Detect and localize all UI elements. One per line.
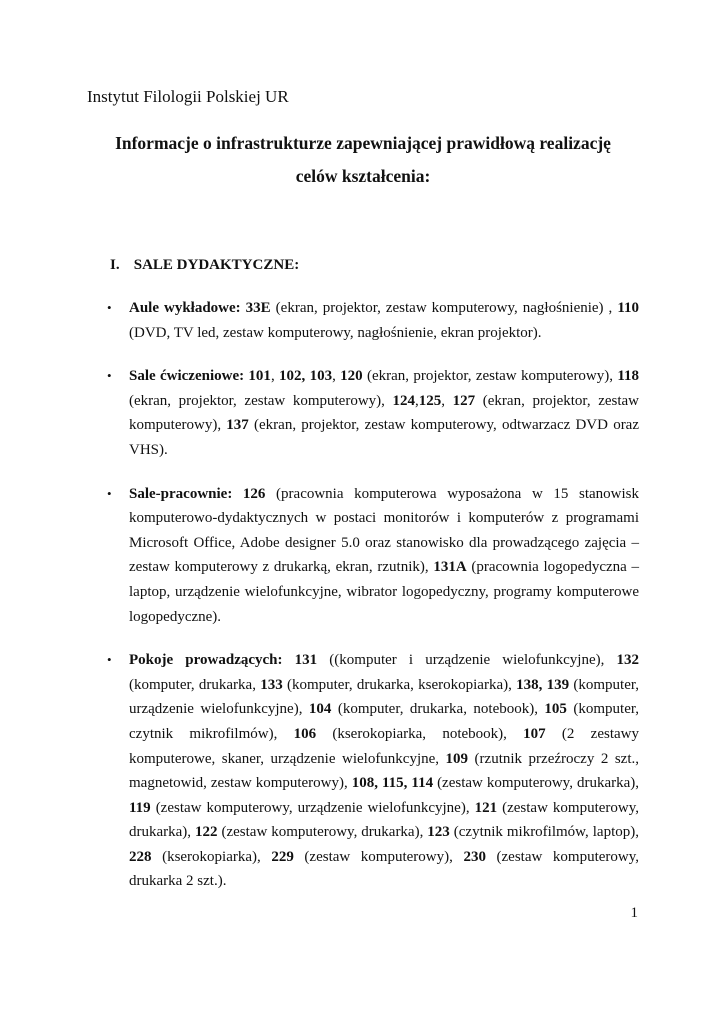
room-number: 120 bbox=[340, 368, 363, 385]
room-number: 131A bbox=[433, 559, 467, 576]
room-description: (zestaw komputerowy, drukarka), bbox=[129, 799, 639, 841]
room-number: 132 bbox=[616, 652, 639, 669]
room-number: 109 bbox=[445, 750, 469, 767]
room-description: (zestaw komputerowy, drukarka 2 szt.). bbox=[129, 848, 639, 890]
room-description: (komputer, drukarka, bbox=[129, 676, 261, 693]
room-description: (zestaw komputerowy), bbox=[293, 848, 464, 865]
title-line-1: Informacje o infrastrukturze zapewniającej prawidłową realizację bbox=[115, 133, 611, 153]
lab-rooms-item bbox=[87, 482, 639, 630]
room-description: (pracownia komputerowa wyposażona w 15 stanowisk komputerowo-dydaktycznych w postaci monitorów i komputerów z programami Microsoft Office, Adobe designer 5.0 oraz stanowisko dla prowadzącego zajęcia – zestaw komputerowy z drukarką, ekran, rzutnik), bbox=[129, 485, 639, 576]
exercise-rooms-item bbox=[87, 364, 639, 462]
room-description: (ekran, projektor, zestaw komputerowy, nagłośnienie) , bbox=[270, 300, 618, 316]
room-number: 123 bbox=[427, 824, 450, 841]
bullet-icon: • bbox=[107, 485, 112, 501]
room-description: (czytnik mikrofilmów, laptop), bbox=[449, 824, 639, 841]
room-number: Pokoje prowadzących: 131 bbox=[129, 652, 318, 669]
room-description: (komputer, drukarka, notebook), bbox=[331, 701, 545, 718]
room-number: 137 bbox=[226, 417, 249, 434]
room-number: 107 bbox=[523, 725, 546, 742]
page-number: 1 bbox=[630, 905, 638, 921]
room-description: (2 zestawy komputerowe, skaner, urządzenie wielofunkcyjne, bbox=[129, 725, 639, 767]
room-description: (kserokopiarka), bbox=[151, 848, 272, 865]
room-description: , bbox=[270, 368, 280, 385]
room-number: Aule wykładowe: 33E bbox=[129, 300, 271, 316]
room-description: ((komputer i urządzenie wielofunkcyjne), bbox=[317, 652, 617, 669]
title-line-2: celów kształcenia: bbox=[295, 166, 431, 186]
section-number: I. bbox=[110, 257, 120, 273]
room-number: 110 bbox=[617, 300, 639, 316]
room-description: (kserokopiarka, notebook), bbox=[316, 725, 524, 742]
room-description: (ekran, projektor, zestaw komputerowy, odtwarzacz DVD oraz VHS). bbox=[129, 417, 640, 458]
room-number: 133 bbox=[260, 676, 283, 693]
room-number: 138, 139 bbox=[516, 676, 570, 693]
room-number: 105 bbox=[544, 701, 567, 718]
room-number: Sale ćwiczeniowe: 101 bbox=[129, 368, 271, 385]
room-number: Sale-pracownie: 126 bbox=[129, 485, 266, 502]
section-heading bbox=[110, 255, 639, 275]
room-description: (ekran, projektor, zestaw komputerowy), bbox=[129, 392, 640, 434]
room-number: 121 bbox=[474, 799, 498, 816]
room-number: 127 bbox=[452, 392, 476, 409]
institute-name: Instytut Filologii Polskiej UR bbox=[87, 87, 289, 106]
room-number: 108, 115, 114 bbox=[351, 775, 434, 792]
room-description: (zestaw komputerowy, drukarka), bbox=[217, 824, 428, 841]
room-number: 125 bbox=[418, 392, 442, 409]
room-description: , bbox=[332, 368, 341, 385]
room-number: 106 bbox=[293, 725, 317, 742]
room-description: (zestaw komputerowy, urządzenie wielofunkcyjne), bbox=[150, 799, 475, 816]
room-number: 104 bbox=[308, 701, 332, 718]
bullet-icon: • bbox=[107, 652, 112, 668]
document-title bbox=[87, 127, 639, 193]
lecture-halls-item bbox=[87, 296, 639, 345]
staff-rooms-item bbox=[87, 648, 639, 894]
room-description: (zestaw komputerowy, drukarka), bbox=[433, 775, 639, 792]
rooms-list bbox=[87, 296, 639, 894]
room-description: (komputer, urządzenie wielofunkcyjne), bbox=[129, 676, 639, 718]
room-description: (ekran, projektor, zestaw komputerowy), bbox=[129, 392, 393, 409]
room-number: 228 bbox=[129, 848, 152, 865]
room-description: (DVD, TV led, zestaw komputerowy, nagłośnienie, ekran projektor). bbox=[129, 324, 542, 341]
room-number: 122 bbox=[195, 824, 218, 841]
room-description: (ekran, projektor, zestaw komputerowy), bbox=[362, 368, 618, 385]
bullet-icon: • bbox=[107, 300, 112, 315]
room-description: , bbox=[441, 392, 453, 409]
room-number: 102, 103 bbox=[279, 368, 333, 385]
room-description: (komputer, czytnik mikrofilmów), bbox=[129, 701, 639, 742]
room-number: 230 bbox=[463, 848, 486, 865]
room-number: 119 bbox=[129, 799, 151, 816]
room-description: (rzutnik przeźroczy 2 szt., magnetowid, zestaw komputerowy), bbox=[129, 750, 639, 792]
room-number: 118 bbox=[617, 368, 640, 385]
room-description: (pracownia logopedyczna – laptop, urządzenie wielofunkcyjne, wibrator logopedyczny, programy komputerowe logopedyczne). bbox=[129, 559, 640, 625]
bullet-icon: • bbox=[107, 368, 112, 384]
section-title: SALE DYDAKTYCZNE: bbox=[133, 257, 300, 273]
room-number: 229 bbox=[271, 848, 294, 865]
room-description: (komputer, drukarka, kserokopiarka), bbox=[282, 676, 517, 693]
room-number: 124 bbox=[392, 392, 416, 409]
room-description: , bbox=[415, 392, 419, 409]
